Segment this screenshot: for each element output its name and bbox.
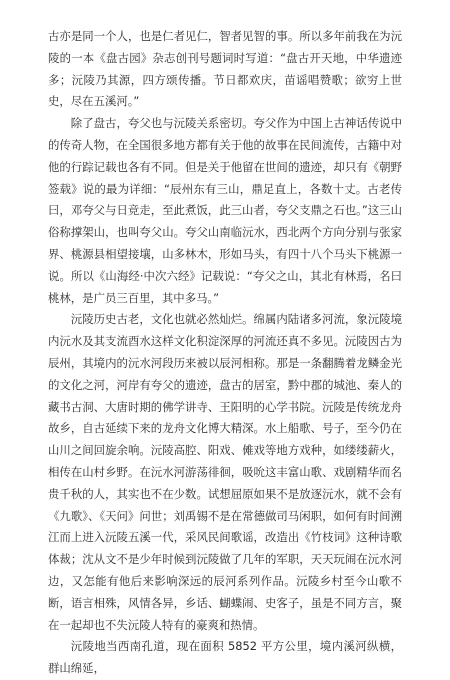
body-text	[48, 26, 402, 680]
paragraph-2: 除了盘古，夸父也与沅陵关系密切。夸父作为中国上古神话传说中的传奇人物，在全国很多地方都有关于他的故事在民间流传，古籍中对他的行踪记载也各有不同。但是关于他留在世间的遗迹，却只有《朝野签载》说的最为详细：“辰州东有三山，鼎足直上，各数十丈。古老传曰，邓夸父与日竞走，至此煮饭，此三山者，夸父支鼎之石也。”这三山俗称撑架山，也叫夸父山。夸父山南临沅水，西北两个方向分别与张家界、桃源县相望接壤，山多林木，形如马头，有四十八个马头下桃源一说。所以《山海经·中次六经》记载说：“夸父之山，其北有林焉，名曰桃林，是广员三百里，其中多马。”	[48, 116, 402, 305]
paragraph-4: 沅陵地当西南孔道，现在面积 5852 平方公里，境内溪河纵横，群山绵延，	[48, 639, 402, 676]
paragraph-1: 古亦是同一个人，也是仁者见仁，智者见智的事。所以多年前我在为沅陵的一本《盘古园》杂志创刊号题词时写道：“盘古开天地，中华遗迹多；沅陵乃其源，四方颂传播。节日都欢庆，苗谣唱赞歌；欲穷上世史，尽在五溪河。”	[48, 29, 402, 109]
paragraph-3: 沅陵历史古老，文化也就必然灿烂。绵属内陆诸多河流，象沅陵境内沅水及其支流酉水这样文化积淀深厚的河流还真不多见。沅陵因古为辰州，其境内的沅水河段历来被以辰河相称。那是一条翻腾着龙鳞金光的文化之河，河岸有夸父的遗迹，盘古的居室，黔中郡的城池、秦人的藏书古洞、大唐时期的佛学讲寺、王阳明的心学书院。沅陵是传统龙舟故乡，自古延续下来的龙舟文化博大精深。水上船歌、号子，至今仍在山川之间回旋余响。沅陵高腔、阳戏、傩戏等地方戏种，如缕缕薪火，相传在山村乡野。在沅水河游荡徘徊，吸吮这丰富山歌、戏剧精华而名贵千秋的人，其实也不在少数。试想屈原如果不是放逐沅水，就不会有《九歌》、《天问》问世；刘禹锡不是在常德做司马闲职，如何有时间溯江而上进入沅陵五溪一代，采风民间歌谣，改造出《竹枝词》这种诗歌体裁；沈从文不是少年时候到沅陵做了几年的军职，天天玩闹在沅水河边，又怎能有他后来影响深远的辰河系列作品。沅陵乡村至今山歌不断，语言相殊，风情各异，乡话、蝴蝶闹、史客子，虽是不同方言，聚在一起却也不失沅陵人特有的豪爽和热情。	[48, 312, 402, 632]
